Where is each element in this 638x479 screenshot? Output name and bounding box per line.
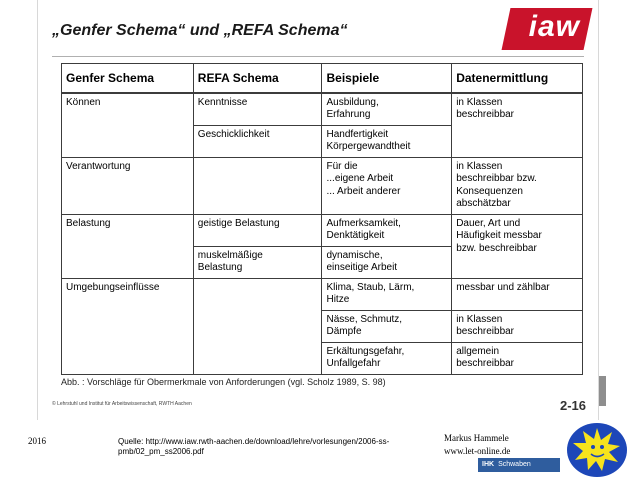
slide-title: „Genfer Schema“ und „REFA Schema“ <box>52 22 348 39</box>
author-block <box>444 432 510 458</box>
datenermittlung-cell: messbar und zählbar <box>452 278 583 310</box>
header-refa: REFA Schema <box>193 64 322 93</box>
slide-number: 2-16 <box>559 398 586 413</box>
scroll-marker <box>599 376 606 406</box>
beispiele-cell: Nässe, Schmutz, Dämpfe <box>322 310 452 342</box>
refa-cell: muskelmäßige Belastung <box>193 246 322 278</box>
footer-year: 2016 <box>28 436 46 446</box>
table-header-row <box>62 64 583 93</box>
datenermittlung-cell: in Klassen beschreibbar <box>452 310 583 342</box>
author-name: Markus Hammele <box>444 433 509 443</box>
refa-cell: Geschicklichkeit <box>193 125 322 157</box>
table-row <box>62 278 583 310</box>
genfer-cell: Können <box>62 93 194 158</box>
table-row <box>62 157 583 214</box>
ihk-label: IHK <box>482 461 495 468</box>
beispiele-cell: Aufmerksamkeit, Denktätigkeit <box>322 214 452 246</box>
datenermittlung-cell: Dauer, Art und Häufigkeit messbar bzw. beschreibbar <box>452 214 583 278</box>
table-row <box>62 214 583 246</box>
genfer-cell: Belastung <box>62 214 194 278</box>
title-divider <box>52 56 584 57</box>
ihk-region: Schwaben <box>498 461 531 468</box>
header-genfer: Genfer Schema <box>62 64 194 93</box>
refa-cell: Kenntnisse <box>193 93 322 126</box>
header-beispiele: Beispiele <box>322 64 452 93</box>
refa-cell <box>193 278 322 374</box>
beispiele-cell: Handfertigkeit Körpergewandtheit <box>322 125 452 157</box>
ihk-logo <box>478 458 560 472</box>
source-citation: Quelle: http://www.iaw.rwth-aachen.de/download/lehre/vorlesungen/2006-ss-pmb/02_pm_ss2006.pdf <box>118 437 390 456</box>
beispiele-cell: Ausbildung, Erfahrung <box>322 93 452 126</box>
requirements-table <box>61 63 583 375</box>
iaw-logo-text: iaw <box>528 10 580 43</box>
figure-caption: Abb. : Vorschläge für Obermerkmale von Anforderungen (vgl. Scholz 1989, S. 98) <box>61 377 386 387</box>
beispiele-cell: Klima, Staub, Lärm, Hitze <box>322 278 452 310</box>
beispiele-cell: Erkältungsgefahr, Unfallgefahr <box>322 342 452 374</box>
genfer-cell: Verantwortung <box>62 157 194 214</box>
beispiele-cell: dynamische, einseitige Arbeit <box>322 246 452 278</box>
copyright-note: © Lehrstuhl und Institut für Arbeitswissenschaft, RWTH Aachen <box>52 401 192 407</box>
datenermittlung-cell: allgemein beschreibbar <box>452 342 583 374</box>
datenermittlung-cell: in Klassen beschreibbar bzw. Konsequenzen abschätzbar <box>452 157 583 214</box>
author-website: www.let-online.de <box>444 446 511 456</box>
table-row <box>62 93 583 126</box>
sun-mascot-icon <box>566 422 628 478</box>
beispiele-cell: Für die ...eigene Arbeit ... Arbeit anderer <box>322 157 452 214</box>
refa-cell: geistige Belastung <box>193 214 322 246</box>
header-datenermittlung: Datenermittlung <box>452 64 583 93</box>
datenermittlung-cell: in Klassen beschreibbar <box>452 93 583 158</box>
genfer-cell: Umgebungseinflüsse <box>62 278 194 374</box>
slide-image <box>37 0 599 420</box>
refa-cell <box>193 157 322 214</box>
